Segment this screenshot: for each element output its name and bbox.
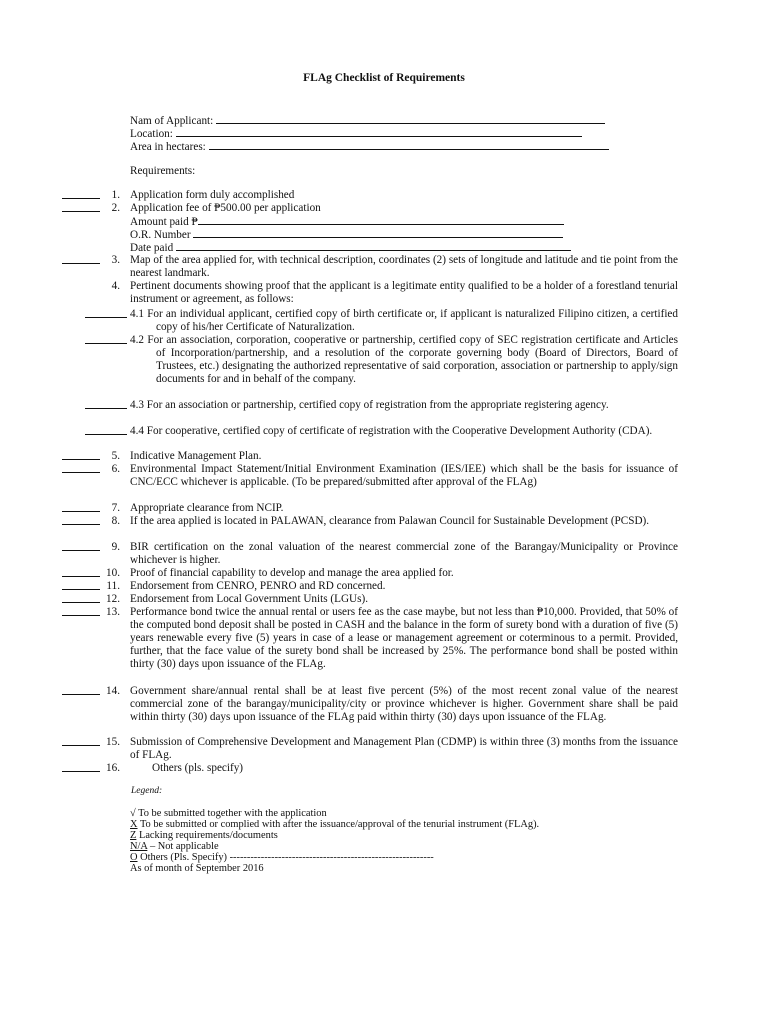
check-blank[interactable] (62, 580, 100, 590)
document-title: FLAg Checklist of Requirements (303, 72, 465, 84)
check-blank[interactable] (62, 593, 100, 603)
check-blank[interactable] (62, 685, 100, 695)
as-of-date: As of month of September 2016 (130, 863, 264, 874)
area-field[interactable]: Area in hectares: (130, 140, 609, 154)
check-blank[interactable] (85, 399, 127, 409)
check-mark-icon: √ (130, 808, 136, 819)
legend-entry: Z Lacking requirements/documents (130, 830, 278, 841)
check-blank[interactable] (85, 308, 127, 318)
applicant-name-field[interactable]: Nam of Applicant: (130, 114, 605, 128)
check-blank[interactable] (62, 606, 100, 616)
check-blank[interactable] (62, 515, 100, 525)
check-blank[interactable] (62, 254, 100, 264)
legend-entry: O Others (Pls. Specify) ----------------------------------------------------------- (130, 852, 434, 863)
check-blank[interactable] (62, 189, 100, 199)
legend-entry: √ To be submitted together with the application (130, 808, 327, 819)
check-blank[interactable] (62, 736, 100, 746)
check-blank[interactable] (62, 762, 100, 772)
check-blank[interactable] (62, 541, 100, 551)
check-blank[interactable] (85, 425, 127, 435)
check-blank[interactable] (85, 334, 127, 344)
date-paid-field[interactable]: Date paid (130, 241, 571, 255)
check-blank[interactable] (62, 502, 100, 512)
legend-entry: X To be submitted or complied with after the issuance/approval of the tenurial instrument (FLAg). (130, 819, 540, 830)
document-page: FLAg Checklist of Requirements Nam of Applicant: Location: Area in hectares: Requirements: 1. Application form duly accomplished 2. Application fee of ₱500.00 per application Amount paid ₱ O.R. Number Date paid 3. Map of the area applied for, with technical description, coordinates (2) sets of longitude and latitude and tie point from the nearest landmark. 4. Pertinent documents showing proof that the applicant is a legitimate entity qualified to be a holder of a forestland tenurial instrument or agreement, as follows: 4.1 For an individual applicant, certified copy of birth certificate or, if applicant is naturalized Filipino citizen, a certified copy of his/her Certificate of Naturalization. 4.2 For an association, corporation, cooperative or partnership, certified copy of SEC registration certificate and Articles of Incorporation/partnership, and a resolution of the corporate governing body (Board of Directors, Board of Trustees, etc.) designating the authorized representative of said corporation, association or partnership to apply/sign documents for and in behalf of the company. 4.3 For an association or partnership, certified copy of registration from the appropriate registering agency. 4.4 For cooperative, certified copy of certificate of registration with the Cooperative Development Authority (CDA). 5. Indicative Management Plan. 6. Environmental Impact Statement/Initial Environment Examination (IES/IEE) which shall be the basis for issuance of CNC/ECC whichever is applicable. (To be prepared/submitted after approval of the FLAg) 7. Appropriate clearance from NCIP. 8. If the area applied is located in PALAWAN, clearance from Palawan Council for Sustainable Development (PCSD). 9. BIR certification on the zonal valuation of the nearest commercial zone of the Barangay/Municipality or Province whichever is higher. 10. Proof of financial capability to develop and manage the area applied for. 11. Endorsement from CENRO, PENRO and RD concerned. 12. Endorsement from Local Government Units (LGUs). 13. Performance bond twice the annual rental or users fee as the case maybe, but not less than ₱10,000. Provided, that 50% of the computed bond deposit shall be posted in CASH and the balance in the form of surety bond with a duration of five (5) years renewable every five (5) years in case of a lease or management agreement or coterminous to a permit. Provided, further, that the face value of the surety bond shall be increased by 25%. The performance bond shall be posted within thirty (30) days upon issuance of the FLAg. 14. Government share/annual rental shall be at least five percent (5%) of the most recent zonal value of the nearest commercial zone of the barangay/municipality/city or province whichever is higher. Government share shall be paid within thirty (30) days upon issuance of the FLAg paid within thirty (30) days upon issuance of the FLAg. 15. Submission of Comprehensive Development and Management Plan (CDMP) is within three (3) months from the issuance of FLAg. 16. Others (pls. specify) Legend: √ To be submitted together with the application X To be submitted or complied with after the issuance/approval of the tenurial instrument (FLAg). Z Lacking requirements/documents N/A – Not applicable O Others (Pls. Specify) ----------------------------------------------------------- As of month of September 2016 (0, 0, 768, 1024)
location-field[interactable]: Location: (130, 127, 582, 141)
check-blank[interactable] (62, 567, 100, 577)
check-blank[interactable] (62, 450, 100, 460)
check-blank[interactable] (62, 463, 100, 473)
legend-entry: N/A – Not applicable (130, 841, 219, 852)
legend-title: Legend: (131, 786, 163, 796)
check-blank[interactable] (62, 202, 100, 212)
or-number-field[interactable]: O.R. Number (130, 228, 563, 242)
requirements-heading: Requirements: (130, 165, 196, 177)
amount-paid-field[interactable]: Amount paid ₱ (130, 215, 564, 229)
